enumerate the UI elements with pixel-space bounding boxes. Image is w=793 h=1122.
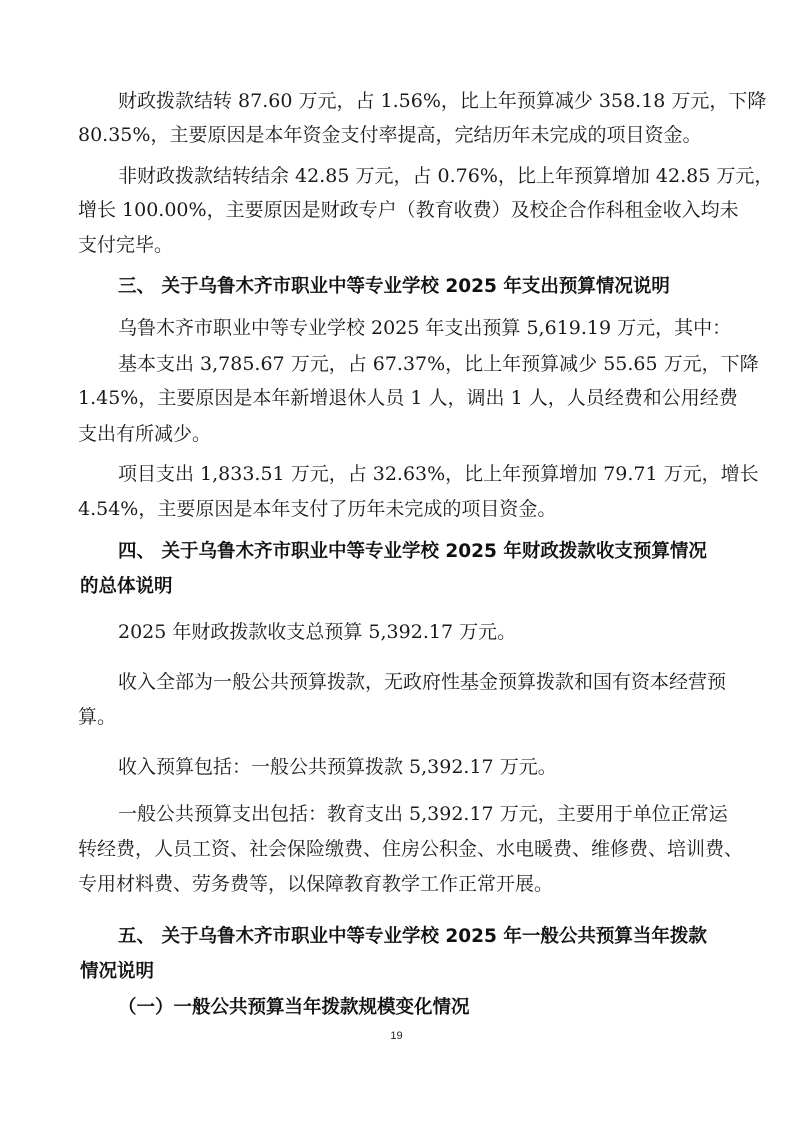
paragraph-line: 项目支出 1,833.51 万元，占 32.63%，比上年预算增加 79.71 万元，增长 [118, 463, 759, 485]
section-heading-3: 三、 关于乌鲁木齐市职业中等专业学校 2025 年支出预算情况说明 [118, 276, 670, 297]
paragraph-line: 1.45%，主要原因是本年新增退休人员 1 人，调出 1 人，人员经费和公用经费 [78, 387, 738, 409]
paragraph-line: 财政拨款结转 87.60 万元，占 1.56%，比上年预算减少 358.18 万元，下降 [118, 90, 767, 112]
paragraph-line: 支出有所减少。 [78, 423, 212, 445]
paragraph-line: 支付完毕。 [78, 234, 174, 256]
section-heading-4: 四、 关于乌鲁木齐市职业中等专业学校 2025 年财政拨款收支预算情况 [118, 541, 707, 562]
paragraph-line: 4.54%，主要原因是本年支付了历年未完成的项目资金。 [78, 498, 557, 520]
paragraph-line: 转经费，人员工资、社会保险缴费、住房公积金、水电暖费、维修费、培训费、 [78, 838, 744, 860]
section-heading-5-cont: 情况说明 [80, 961, 155, 982]
paragraph-line: 算。 [78, 706, 117, 728]
paragraph-line: 收入预算包括：一般公共预算拨款 5,392.17 万元。 [118, 756, 557, 778]
paragraph-line: 基本支出 3,785.67 万元，占 67.37%，比上年预算减少 55.65 万元，下降 [118, 353, 759, 375]
paragraph-line: 专用材料费、劳务费等，以保障教育教学工作正常开展。 [78, 873, 554, 895]
subsection-heading: （一）一般公共预算当年拨款规模变化情况 [118, 997, 470, 1018]
page-number: 19 [390, 1030, 403, 1042]
paragraph-line: 增长 100.00%，主要原因是财政专户（教育收费）及校企合作科租金收入均未 [78, 199, 739, 221]
paragraph-line: 非财政拨款结转结余 42.85 万元，占 0.76%，比上年预算增加 42.85 万元， [118, 165, 774, 187]
paragraph-line: 2025 年财政拨款收支总预算 5,392.17 万元。 [118, 621, 517, 643]
section-heading-5: 五、 关于乌鲁木齐市职业中等专业学校 2025 年一般公共预算当年拨款 [118, 926, 707, 947]
section-heading-4-cont: 的总体说明 [80, 576, 173, 597]
paragraph-line: 80.35%，主要原因是本年资金支付率提高，完结历年未完成的项目资金。 [78, 124, 702, 146]
paragraph-line: 一般公共预算支出包括：教育支出 5,392.17 万元，主要用于单位正常运 [118, 803, 728, 825]
paragraph-line: 收入全部为一般公共预算拨款，无政府性基金预算拨款和国有资本经营预 [118, 671, 727, 693]
paragraph-line: 乌鲁木齐市职业中等专业学校 2025 年支出预算 5,619.19 万元，其中： [118, 317, 732, 339]
